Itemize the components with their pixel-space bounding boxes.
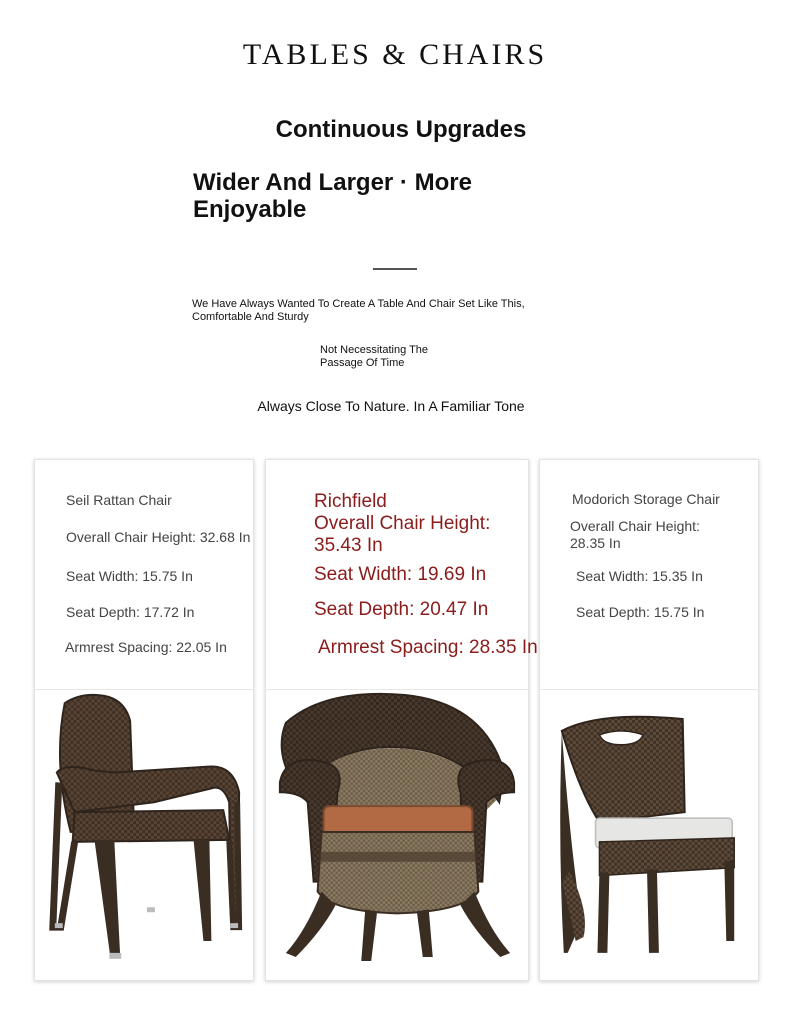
storage-side-chair-icon	[540, 692, 758, 968]
intro-line-2: Comfortable And Sturdy	[192, 311, 309, 323]
spec-armrest: Armrest Spacing: 28.35 In	[318, 637, 538, 658]
spec-seat-width: Seat Width: 15.75 In	[66, 568, 193, 584]
product-card-modorich[interactable]	[539, 459, 759, 981]
card-divider	[540, 689, 758, 690]
product-name: Seil Rattan Chair	[66, 492, 172, 508]
note-line-2: Passage Of Time	[320, 357, 405, 369]
divider	[373, 268, 417, 270]
page-title: Continuous Upgrades	[275, 116, 527, 143]
intro-text	[192, 298, 592, 324]
product-card-richfield[interactable]	[265, 459, 538, 981]
intro-line-1: We Have Always Wanted To Create A Table And Chair Set Like This,	[192, 298, 525, 310]
spec-seat-depth: Seat Depth: 17.72 In	[66, 604, 195, 620]
spec-seat-width: Seat Width: 19.69 In	[314, 564, 487, 585]
storage-side-chair-image	[540, 692, 758, 968]
spec-height-label: Overall Chair Height:	[570, 518, 700, 534]
stacking-rattan-armchair-image	[35, 692, 253, 968]
stacking-rattan-armchair-icon	[35, 692, 253, 968]
spec-height-value: 35.43 In	[314, 535, 383, 556]
cushioned-wicker-armchair-image	[266, 692, 528, 968]
spec-seat-width: Seat Width: 15.35 In	[576, 568, 703, 584]
product-card-seil[interactable]	[34, 459, 254, 981]
card-divider	[35, 689, 253, 690]
spec-height: Overall Chair Height: 32.68 In	[66, 529, 251, 545]
note-line-1: Not Necessitating The	[320, 344, 429, 356]
tagline: Always Close To Nature. In A Familiar Tone	[257, 398, 525, 414]
card-divider	[266, 689, 528, 690]
spec-armrest: Armrest Spacing: 22.05 In	[65, 639, 227, 655]
spec-height-value: 28.35 In	[570, 535, 621, 551]
spec-height-label: Overall Chair Height:	[314, 513, 491, 534]
spec-seat-depth: Seat Depth: 20.47 In	[314, 599, 489, 620]
page-subtitle: Wider And Larger · More Enjoyable	[193, 169, 472, 223]
note-text	[320, 344, 460, 370]
product-name: Modorich Storage Chair	[572, 491, 720, 507]
cushioned-wicker-armchair-icon	[266, 692, 528, 968]
product-name: Richfield	[314, 491, 387, 512]
brand-logo: TABLES & CHAIRS	[242, 38, 548, 71]
spec-seat-depth: Seat Depth: 15.75 In	[576, 604, 705, 620]
